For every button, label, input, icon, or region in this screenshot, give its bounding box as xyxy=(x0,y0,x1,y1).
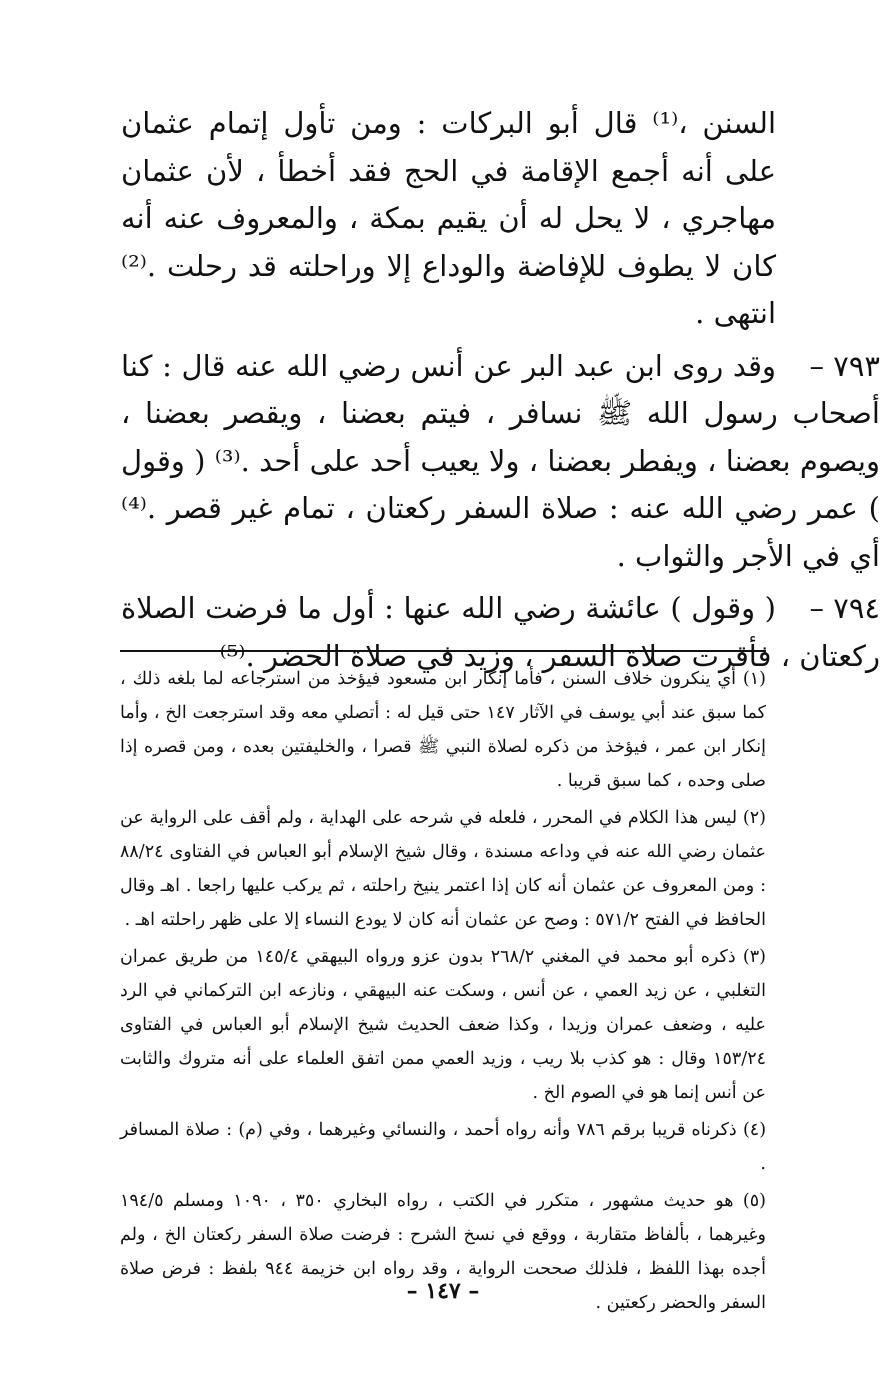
footnote-2: (٢) ليس هذا الكلام في المحرر ، فلعله في شرحه على الهداية ، ولم أقف على الرواية عن عثمان رضي الله عنه في وداعه مسندة ، وقال شيخ الإسلام أبو العباس في الفتاوى ٨٨/٢٤ : ومن المعروف عن عثمان أنه كان إذا اعتمر ينيخ راحلته ، ثم يركب عليها راجعا . اهـ وقال الحافظ في الفتح ٥٧١/٢ : وصح عن عثمان أنه كان لا يودع النساء إلا على ظهر راحلته اهـ . xyxy=(120,808,766,930)
paragraph-number-793: ٧٩٣ – xyxy=(809,348,880,383)
footnote-3: (٣) ذكره أبو محمد في المغني ٢٦٨/٢ بدون عزو ورواه البيهقي ١٤٥/٤ من طريق عمران التغلبي ، عن زيد العمي ، عن أنس ، وسكت عنه البيهقي ، ونازعه ابن التركماني في الرد عليه ، وضعف عمران وزيدا ، وكذا ضعف الحديث شيخ الإسلام أبو العباس في الفتاوى ١٥٣/٢٤ وقال : هو كذب بلا ريب ، وزيد العمي ممن اتفق العلماء على أنه متروك والثابت عن أنس إنما هو في الصوم الخ . xyxy=(120,947,766,1103)
page-number-text: – ١٤٧ – xyxy=(406,1278,480,1304)
footnote-separator xyxy=(120,650,766,652)
paragraph-continuation: السنن ،⁽¹⁾ قال أبو البركات : ومن تأول إتمام عثمان على أنه أجمع الإقامة في الحج فقد أخطأ ، لأن عثمان مهاجري ، لا يحل له أن يقيم بمكة ، والمعروف عنه أنه كان لا يطوف للإفاضة والوداع إلا وراحلته قد رحلت .⁽²⁾ انتهى . xyxy=(121,106,777,330)
footnote-5: (٥) هو حديث مشهور ، متكرر في الكتب ، رواه البخاري ٣٥٠ ، ١٠٩٠ ومسلم ١٩٤/٥ وغيرهما ، بألفاظ متقاربة ، ووقع في نسخ الشرح : فرضت صلاة السفر ركعتان الخ ، ولم أجده بهذا اللفظ ، فلذلك صححت الرواية ، وقد رواه ابن خزيمة ٩٤٤ بلفظ : فرض صلاة السفر والحضر ركعتين . xyxy=(120,1191,766,1313)
footnote-1: (١) أي ينكرون خلاف السنن ، فأما إنكار ابن مسعود فيؤخذ من استرجاعه لما بلغه ذلك ، كما سبق عند أبي يوسف في الآثار ١٤٧ حتى قيل له : أتصلي معه وقد استرجعت الخ ، وأما إنكار ابن عمر ، فيؤخذ من ذكره لصلاة النبي ﷺ قصرا ، والخليفتين بعده ، ومن قصره إذا صلى وحده ، كما سبق قريبا . xyxy=(120,669,767,791)
page-number xyxy=(0,1278,886,1304)
footnotes xyxy=(120,662,766,1323)
paragraph-number-794: ٧٩٤ – xyxy=(809,591,880,625)
paragraph-793 xyxy=(121,343,880,581)
paragraph-794-text: ( وقول ) عائشة رضي الله عنها : أول ما فرضت الصلاة ركعتان ، فأقرت صلاة السفر ، وزيد في صلاة الحضر .⁽⁵⁾ xyxy=(121,591,880,673)
paragraph-793-text: وقد روى ابن عبد البر عن أنس رضي الله عنه قال : كنا أصحاب رسول الله ﷺ نسافر ، فيتم بعضنا ، ويقصر بعضنا ، ويصوم بعضنا ، ويفطر بعضنا ، ولا يعيب أحد على أحد .⁽³⁾ ( وقول ) عمر رضي الله عنه : صلاة السفر ركعتان ، تمام غير قصر .⁽⁴⁾ أي في الأجر والثواب . xyxy=(121,348,880,573)
footnote-4: (٤) ذكرناه قريبا برقم ٧٨٦ وأنه رواه أحمد ، والنسائي وغيرهما ، وفي (م) : صلاة المسافر . xyxy=(120,1120,767,1174)
main-text xyxy=(121,100,880,680)
